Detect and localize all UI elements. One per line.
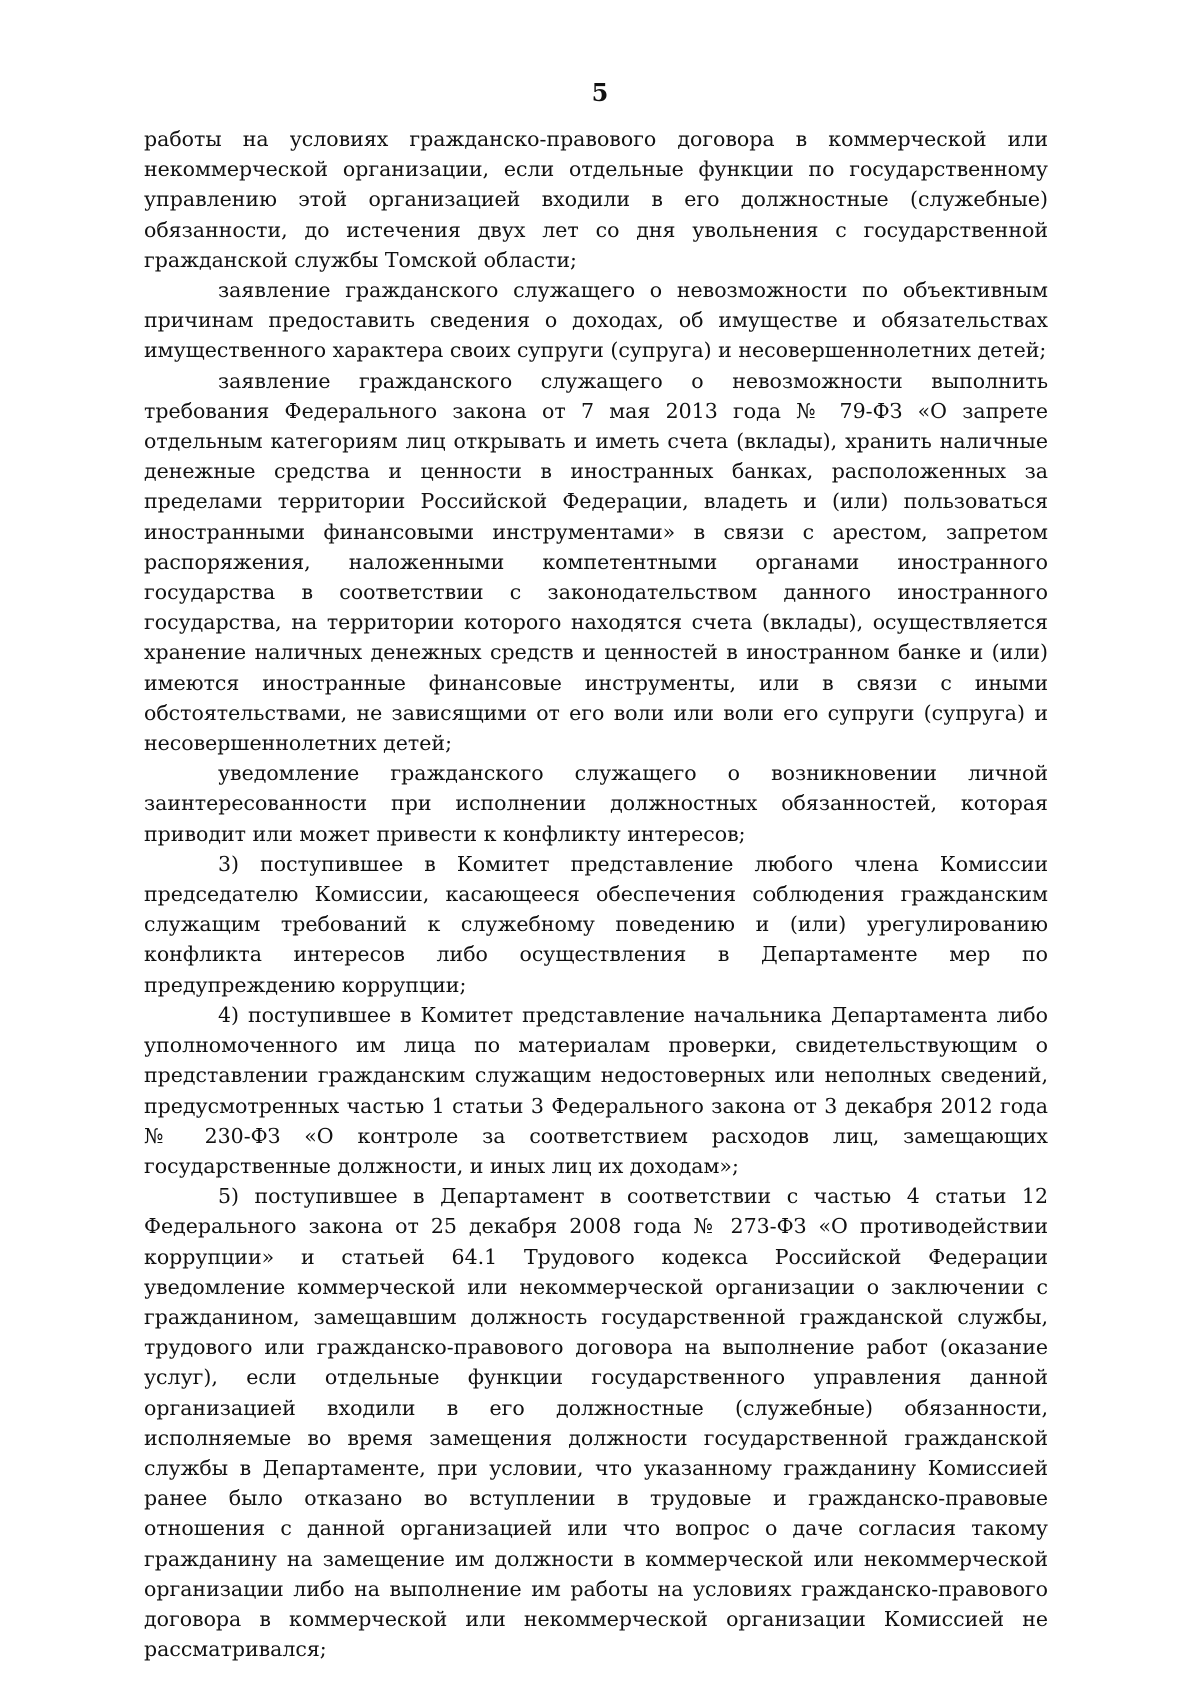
- paragraph-item-3: 3) поступившее в Комитет представление любого члена Комиссии председателю Комиссии, касающееся обеспечения соблюдения гражданским служащим требований к служебному поведению и (или) урегулированию конфликта интересов либо осуществления в Департаменте мер по предупреждению коррупции;: [144, 851, 1048, 997]
- paragraph-item-4: 4) поступившее в Комитет представление начальника Департамента либо уполномоченного им лица по материалам проверки, свидетельствующим о представлении гражданским служащим недостоверных или неполных сведений, предусмотренных частью 1 статьи 3 Федерального закона от 3 декабря 2012 года № 230-ФЗ «О контроле за соответствием расходов лиц, замещающих государственные должности, и иных лиц их доходам»;: [144, 1002, 1048, 1178]
- document-body: [144, 124, 1048, 1664]
- paragraph-statement-foreign-accounts: заявление гражданского служащего о невозможности выполнить требования Федерального закона от 7 мая 2013 года № 79-ФЗ «О запрете отдельным категориям лиц открывать и иметь счета (вклады), хранить наличные денежные средства и ценности в иностранных банках, расположенных за пределами территории Российской Федерации, владеть и (или) пользоваться иностранными финансовыми инструментами» в связи с арестом, запретом распоряжения, наложенными компетентными органами иностранного государства в соответствии с законодательством данного иностранного государства, на территории которого находятся счета (вклады), осуществляется хранение наличных денежных средств и ценностей в иностранном банке и (или) имеются иностранные финансовые инструменты, или в связи с иными обстоятельствами, не зависящими от его воли или воли его супруги (супруга) и несовершеннолетних детей;: [144, 368, 1048, 756]
- paragraph-continuation: работы на условиях гражданско-правового договора в коммерческой или некоммерческой организации, если отдельные функции по государственному управлению этой организацией входили в его должностные (служебные) обязанности, до истечения двух лет со дня увольнения с государственной гражданской службы Томской области;: [144, 127, 1048, 272]
- paragraph-item-5: 5) поступившее в Департамент в соответствии с частью 4 статьи 12 Федерального закона от 25 декабря 2008 года № 273-ФЗ «О противодействии коррупции» и статьей 64.1 Трудового кодекса Российской Федерации уведомление коммерческой или некоммерческой организации о заключении с гражданином, замещавшим должность государственной гражданской службы, трудового или гражданско-правового договора на выполнение работ (оказание услуг), если отдельные функции государственного управления данной организацией входили в его должностные (служебные) обязанности, исполняемые во время замещения должности государственной гражданской службы в Департаменте, при условии, что указанному гражданину Комиссией ранее было отказано во вступлении в трудовые и гражданско-правовые отношения с данной организацией или что вопрос о даче согласия такому гражданину на замещение им должности в коммерческой или некоммерческой организации либо на выполнение им работы на условиях гражданско-правового договора в коммерческой или некоммерческой организации Комиссией не рассматривался;: [144, 1184, 1048, 1662]
- paragraph-statement-income-info: заявление гражданского служащего о невозможности по объективным причинам предоставить сведения о доходах, об имуществе и обязательствах имущественного характера своих супруги (супруга) и несовершеннолетних детей;: [144, 278, 1048, 363]
- page-number: 5: [591, 78, 609, 107]
- paragraph-notice-conflict-of-interest: уведомление гражданского служащего о возникновении личной заинтересованности при исполнении должностных обязанностей, которая приводит или может привести к конфликту интересов;: [144, 761, 1048, 846]
